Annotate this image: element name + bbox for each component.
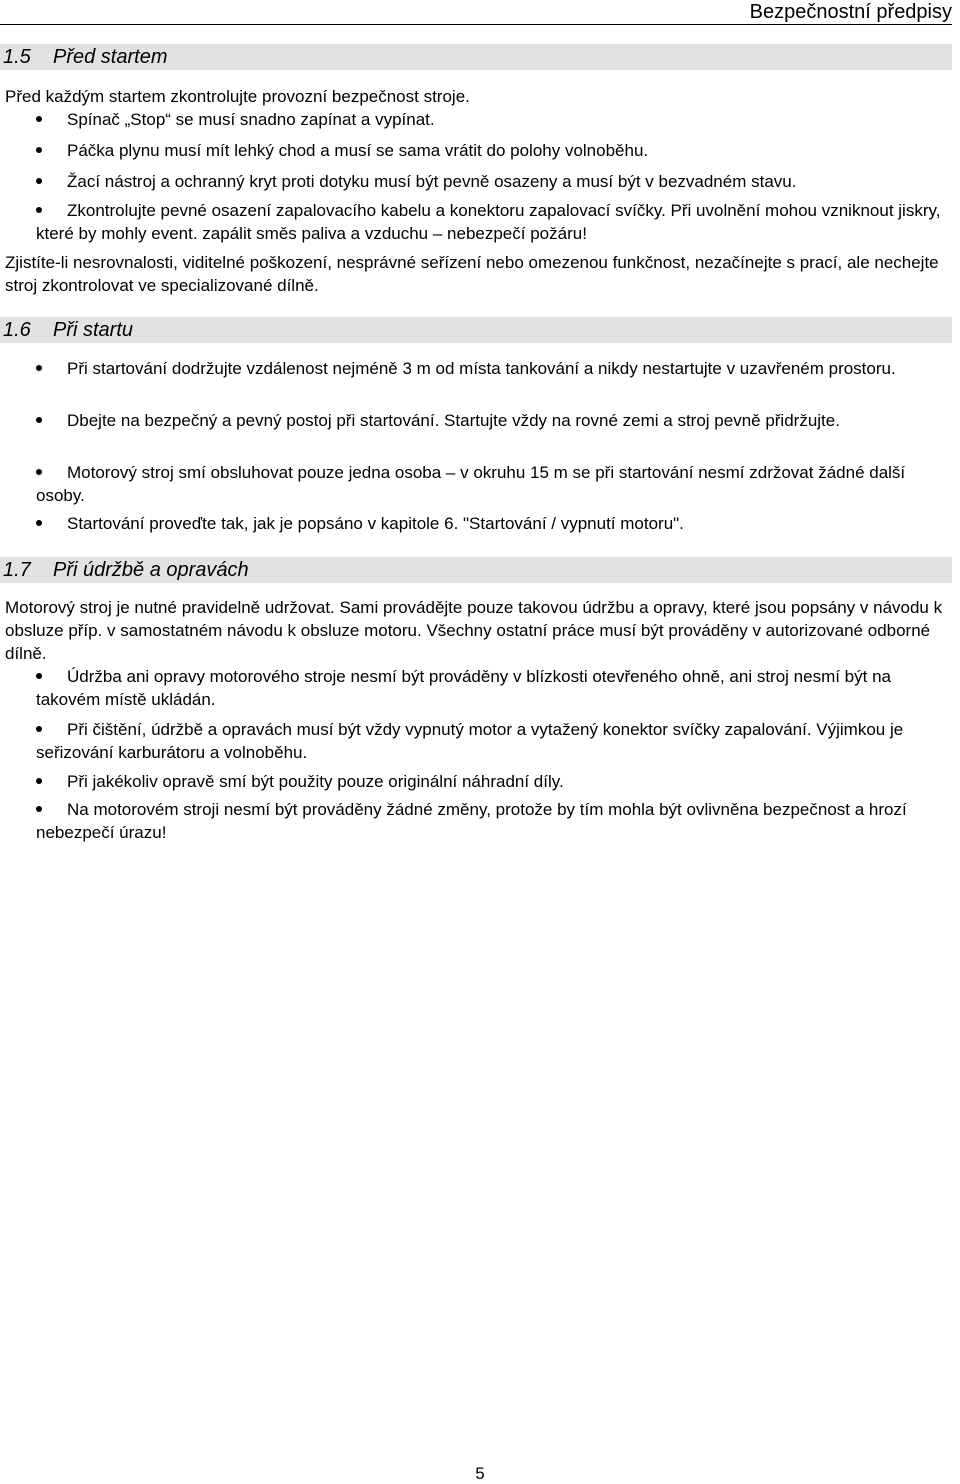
list-item-text: Při jakékoliv opravě smí být použity pouze originální náhradní díly. xyxy=(67,772,564,791)
bullet-icon xyxy=(36,673,42,679)
list-item-text: Spínač „Stop“ se musí snadno zapínat a vypínat. xyxy=(67,110,435,129)
bullet-icon xyxy=(36,147,42,153)
list-item-text: Na motorovém stroji nesmí být prováděny žádné změny, protože by tím mohla být ovlivněna bezpečnost a hrozí nebezpečí úrazu! xyxy=(36,800,907,842)
bullet-icon xyxy=(36,806,42,812)
bullet-icon xyxy=(36,417,42,423)
list-item-text: Údržba ani opravy motorového stroje nesmí být prováděny v blízkosti otevřeného ohně, ani stroj nesmí být na takovém místě ukládán. xyxy=(36,667,891,709)
list-item-text: Startování proveďte tak, jak je popsáno v kapitole 6. "Startování / vypnutí motoru". xyxy=(67,514,684,533)
list-item-text: Motorový stroj smí obsluhovat pouze jedna osoba – v okruhu 15 m se při startování nesmí zdržovat žádné další osoby. xyxy=(36,463,906,505)
section-heading-1-7 xyxy=(0,557,952,583)
section-number: 1.6 xyxy=(3,319,31,341)
list-item xyxy=(36,108,948,131)
section-title: Před startem xyxy=(53,46,168,68)
list-item xyxy=(36,665,948,711)
running-header: Bezpečnostní předpisy xyxy=(749,1,952,23)
list-item-text: Při startování dodržujte vzdálenost nejméně 3 m od místa tankování a nikdy nestartujte v uzavřeném prostoru. xyxy=(67,359,896,378)
section-title: Při startu xyxy=(53,319,134,341)
bullet-icon xyxy=(36,178,42,184)
section-intro: Motorový stroj je nutné pravidelně udržovat. Sami provádějte pouze takovou údržbu a opravy, které jsou popsány v návodu k obsluze příp. v samostatném návodu k obsluze motoru. Všechny ostatní práce musí být prováděny v autorizované odborné dílně. xyxy=(5,598,943,663)
list-item-text: Při čištění, údržbě a opravách musí být vždy vypnutý motor a vytažený konektor svíčky zapalování. Výjimkou je seřizování karburátoru a volnoběhu. xyxy=(36,720,904,762)
list-item-text: Dbejte na bezpečný a pevný postoj při startování. Startujte vždy na rovné zemi a stroj pevně přidržujte. xyxy=(67,411,840,430)
list-item xyxy=(36,718,948,764)
section-outro: Zjistíte-li nesrovnalosti, viditelné poškození, nesprávné seřízení nebo omezenou funkčnost, nezačínejte s prací, ale nechejte stroj zkontrolovat ve specializované dílně. xyxy=(5,253,939,295)
list-item xyxy=(36,409,948,432)
section-heading-1-6 xyxy=(0,317,952,343)
list-item-text: Zkontrolujte pevné osazení zapalovacího kabelu a konektoru zapalovací svíčky. Při uvolnění mohou vzniknout jiskry, které by mohly event. zapálit směs paliva a vzduchu – nebezpečí požáru! xyxy=(36,201,941,243)
list-item xyxy=(36,199,948,245)
bullet-icon xyxy=(36,365,42,371)
list-item xyxy=(36,139,948,162)
section-number: 1.7 xyxy=(3,559,31,581)
bullet-icon xyxy=(36,778,42,784)
list-item xyxy=(36,770,948,793)
bullet-icon xyxy=(36,520,42,526)
bullet-icon xyxy=(36,726,42,732)
header-rule xyxy=(0,24,952,25)
list-item xyxy=(36,461,948,507)
list-item xyxy=(36,798,948,844)
bullet-icon xyxy=(36,469,42,475)
list-item-text: Žací nástroj a ochranný kryt proti dotyku musí být pevně osazeny a musí být v bezvadném stavu. xyxy=(67,172,797,191)
list-item-text: Páčka plynu musí mít lehký chod a musí se sama vrátit do polohy volnoběhu. xyxy=(67,141,649,160)
list-item xyxy=(36,357,948,380)
list-item xyxy=(36,170,948,193)
section-heading-1-5 xyxy=(0,44,952,70)
bullet-icon xyxy=(36,207,42,213)
bullet-icon xyxy=(36,116,42,122)
section-title: Při údržbě a opravách xyxy=(53,559,249,581)
section-number: 1.5 xyxy=(3,46,31,68)
section-intro: Před každým startem zkontrolujte provozní bezpečnost stroje. xyxy=(5,87,470,106)
list-item xyxy=(36,512,948,535)
page-number: 5 xyxy=(475,1464,485,1483)
